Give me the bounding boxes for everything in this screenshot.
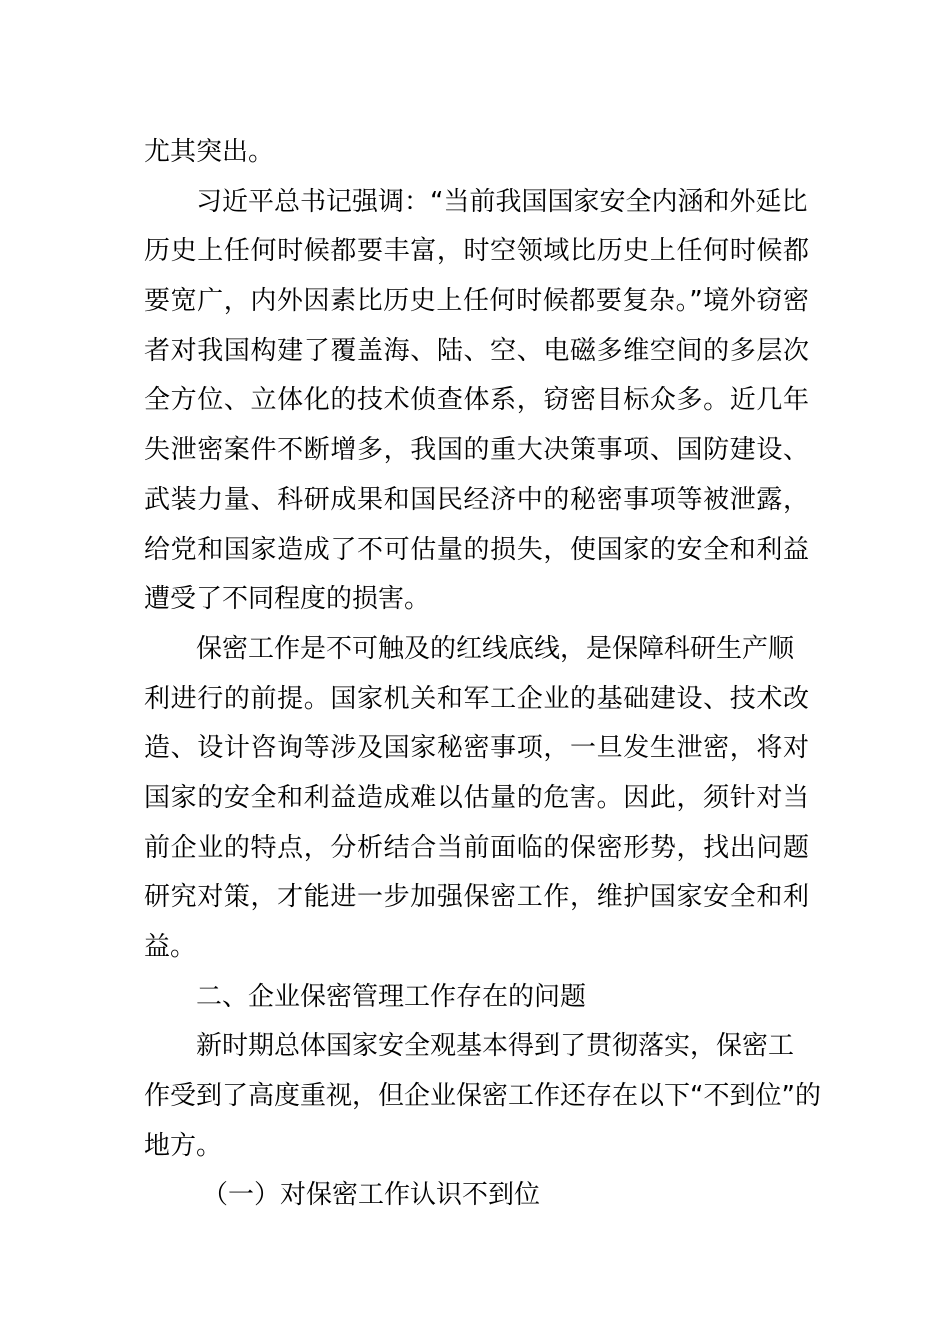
paragraph-line: 作受到了高度重视，但企业保密工作还存在以下“不到位”的: [144, 1081, 821, 1112]
paragraph-line: 研究对策，才能进一步加强保密工作，维护国家安全和利: [144, 882, 809, 913]
paragraph-line: 地方。: [144, 1130, 223, 1161]
paragraph-line: 武装力量、科研成果和国民经济中的秘密事项等被泄露，: [144, 484, 809, 515]
paragraph-line: 失泄密案件不断增多，我国的重大决策事项、国防建设、: [144, 435, 809, 466]
paragraph-line: 新时期总体国家安全观基本得到了贯彻落实，保密工: [196, 1031, 795, 1062]
paragraph-line: 要宽广，内外因素比历史上任何时候都要复杂。”境外窃密: [144, 286, 809, 317]
paragraph-line: 前企业的特点，分析结合当前面临的保密形势，找出问题: [144, 832, 809, 863]
paragraph-line: 国家的安全和利益造成难以估量的危害。因此，须针对当: [144, 782, 809, 813]
paragraph-line: 造、设计咨询等涉及国家秘密事项，一旦发生泄密，将对: [144, 733, 809, 764]
paragraph-line: 遭受了不同程度的损害。: [144, 584, 431, 615]
paragraph-line: 保密工作是不可触及的红线底线，是保障科研生产顺: [196, 633, 795, 664]
paragraph-line: 益。: [144, 932, 197, 962]
subsection-heading: （一）对保密工作认识不到位: [202, 1180, 541, 1211]
paragraph-line: 习近平总书记强调：“当前我国国家安全内涵和外延比: [196, 186, 808, 217]
paragraph-line: 给党和国家造成了不可估量的损失，使国家的安全和利益: [144, 534, 809, 565]
document-body: [144, 128, 821, 1221]
paragraph-line: 利进行的前提。国家机关和军工企业的基础建设、技术改: [144, 683, 809, 714]
paragraph-line: 全方位、立体化的技术侦查体系，窃密目标众多。近几年: [144, 385, 809, 416]
section-heading: 二、企业保密管理工作存在的问题: [196, 981, 587, 1012]
paragraph-line: 历史上任何时候都要丰富，时空领域比历史上任何时候都: [144, 236, 809, 267]
paragraph-line: 尤其突出。: [144, 137, 275, 167]
paragraph-line: 者对我国构建了覆盖海、陆、空、电磁多维空间的多层次: [144, 335, 809, 366]
